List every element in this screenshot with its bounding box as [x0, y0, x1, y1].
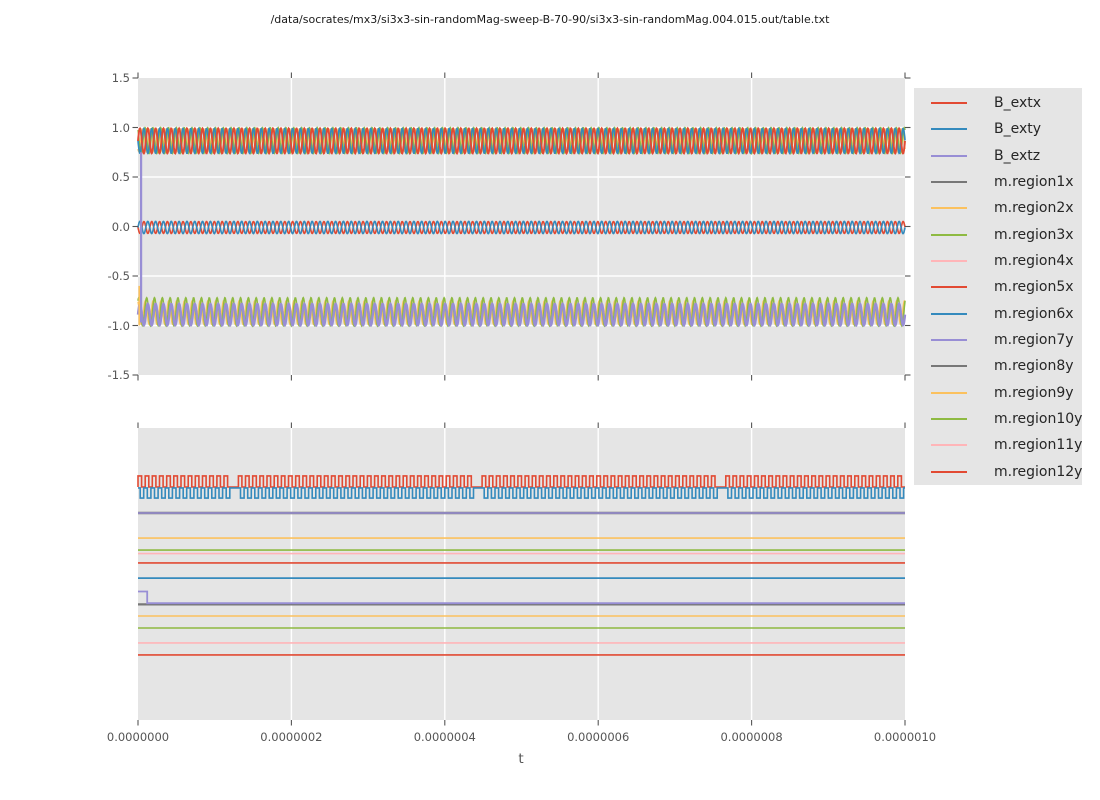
x-tick-label: 0.0000004 [413, 730, 476, 744]
legend-label: m.region12y [994, 463, 1083, 480]
legend-line-swatch [931, 207, 967, 209]
series-square-wave-red [138, 476, 905, 487]
legend-entry-m.region1x [914, 169, 1082, 195]
legend-label: m.region7y [994, 331, 1074, 348]
top-plot-canvas [138, 78, 905, 375]
legend-label: m.region3x [994, 226, 1074, 243]
legend-label: B_exty [994, 121, 1042, 138]
legend-line-swatch [931, 471, 967, 473]
legend-label: m.region11y [994, 437, 1083, 454]
plot-title: /data/socrates/mx3/si3x3-sin-randomMag-sweep-B-70-90/si3x3-sin-randomMag.004.015.out/table.txt [270, 13, 830, 26]
legend-line-swatch [931, 418, 967, 420]
top-plot [138, 78, 905, 375]
y-tick-label: 0.0 [111, 219, 130, 234]
legend-label: m.region1x [994, 173, 1074, 190]
x-tick-label: 0.0000010 [873, 730, 937, 744]
legend-line-swatch [931, 260, 967, 262]
legend-line-swatch [931, 444, 967, 446]
legend-line-swatch [931, 102, 967, 104]
legend-entry-m.region8y [914, 353, 1082, 379]
legend-entry-m.region11y [914, 432, 1082, 458]
legend-entry-m.region7y [914, 327, 1082, 353]
legend-line-swatch [931, 128, 967, 130]
legend-entry-m.region2x [914, 195, 1082, 221]
y-tick-label: -1.5 [107, 368, 130, 382]
legend-line-swatch [931, 234, 967, 236]
bottom-plot-bg [138, 428, 905, 720]
legend-line-swatch [931, 339, 967, 341]
x-tick-label: 0.0000002 [260, 730, 323, 744]
y-tick-label: -0.5 [107, 269, 130, 283]
legend-label: m.region9y [994, 384, 1074, 401]
bottom-plot-canvas [138, 428, 905, 720]
legend-label: m.region10y [994, 410, 1083, 427]
x-tick-label: 0.0000008 [720, 730, 783, 744]
legend-entry-B_exty [914, 116, 1082, 142]
y-tick-label: 0.5 [111, 170, 130, 184]
legend-label: m.region6x [994, 305, 1074, 322]
legend-line-swatch [931, 181, 967, 183]
legend-label: B_extx [994, 95, 1042, 111]
bottom-plot [138, 428, 905, 720]
legend-entry-m.region5x [914, 274, 1082, 300]
legend-label: m.region2x [994, 200, 1074, 217]
y-tick-label: -1.0 [107, 318, 130, 333]
x-tick-label: 0.0000006 [567, 730, 630, 744]
legend-label: B_extz [994, 147, 1041, 164]
legend-line-swatch [931, 313, 967, 315]
y-tick-label: 1.5 [111, 71, 130, 85]
legend-line-swatch [931, 155, 967, 157]
legend-line-swatch [931, 365, 967, 367]
legend [914, 88, 1082, 485]
legend-line-swatch [931, 392, 967, 394]
legend-label: m.region4x [994, 252, 1074, 269]
legend-entry-m.region10y [914, 406, 1082, 432]
legend-label: m.region5x [994, 279, 1074, 296]
legend-entry-B_extx [914, 90, 1082, 116]
x-tick-label: 0.0000000 [106, 730, 170, 744]
legend-line-swatch [931, 286, 967, 288]
legend-entry-m.region9y [914, 380, 1082, 406]
legend-entry-m.region12y [914, 459, 1082, 485]
y-tick-label: 1.0 [111, 120, 130, 135]
legend-label: m.region8y [994, 358, 1074, 375]
legend-entry-B_extz [914, 143, 1082, 169]
legend-entry-m.region4x [914, 248, 1082, 274]
legend-entry-m.region3x [914, 222, 1082, 248]
legend-entry-m.region6x [914, 301, 1082, 327]
x-axis-label: t [518, 751, 524, 767]
